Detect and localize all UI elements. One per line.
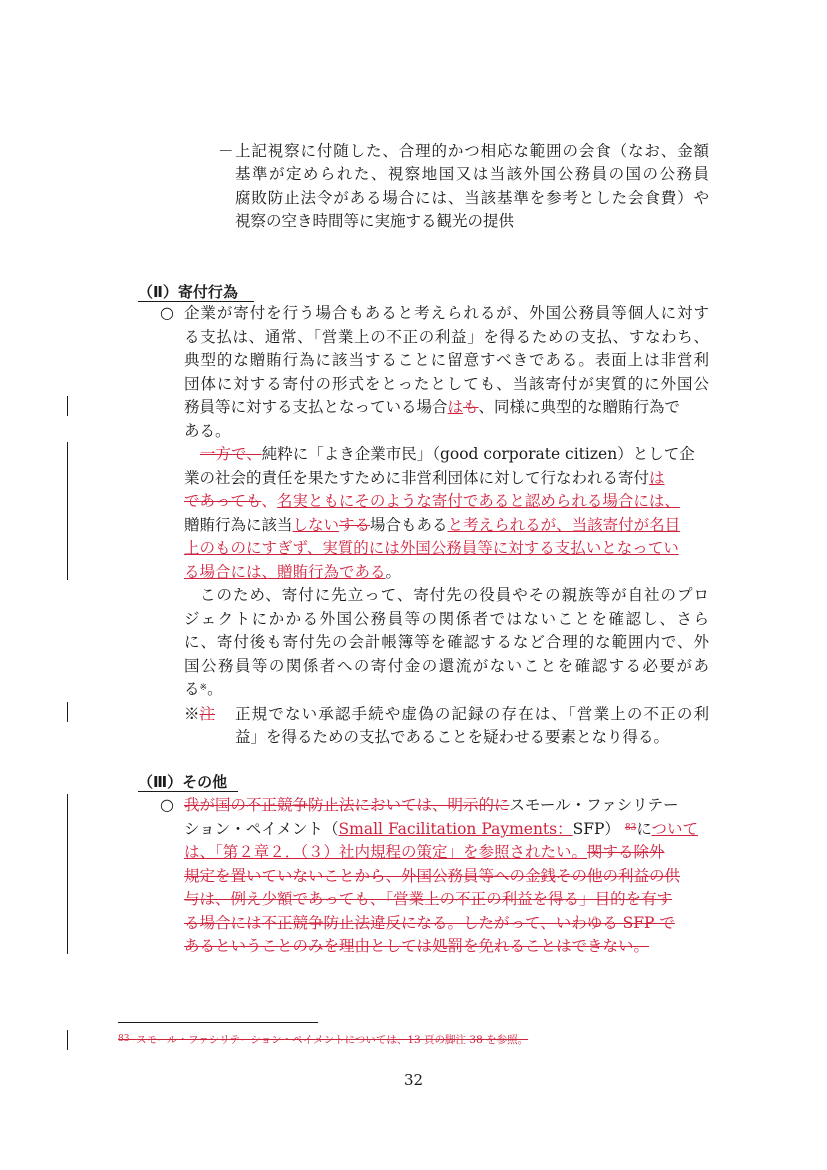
text-run: に [636,820,652,838]
paragraph-line [184,795,678,815]
footnote [118,1033,528,1047]
deleted-text: 注 [199,705,216,723]
deleted-text: 与は、例え少額であっても、「営業上の不正の利益を得る」目的を有す [184,890,673,908]
change-bar [67,442,68,580]
deleted-text: 我が国の不正競争防止法においては、明示的に [184,796,510,814]
paragraph-line [184,397,680,417]
text-run: る [184,680,200,698]
inserted-text: 上のものにすぎず、実質的には外国公務員等に対する支払いとなってい [184,539,679,557]
heading-underline [138,791,238,792]
inserted-text: は [447,398,464,416]
paragraph-line: 国公務員等の関係者への寄付金の還流がないことを確認する必要があ [184,657,709,675]
text-run: 贈賄行為に該当 [184,516,293,534]
paragraph-line [184,468,665,488]
paragraph-line: ある。 [184,422,231,440]
deleted-text: 一方で、 [200,445,262,463]
footnote-text: スモール・ファシリテーション・ペイメントについては、13 頁の脚注 38 を参照。 [136,1034,529,1046]
bullet-circle: ○ [160,795,174,814]
paragraph-line [200,444,695,464]
paragraph-line: に、寄付後も寄付先の会計帳簿等を確認するなど合理的な範囲内で、外 [184,633,709,651]
top-item-line: 基準が定められた、視察地国又は当該外国公務員の国の公務員 [235,165,709,183]
inserted-text: は [649,469,665,487]
paragraph-line [184,819,698,839]
deleted-text: する [339,516,371,534]
paragraph-line: 団体に対する寄付の形式をとったとしても、当該寄付が実質的に外国公 [184,375,709,393]
paragraph-line: る支払は、通常、「営業上の不正の利益」を得るための支払、すなわち、 [184,328,709,346]
note-marker [184,704,215,724]
text-run: SFP） [572,820,620,838]
text-run: スモール・ファシリテー [509,796,679,814]
text-run: 純粋に「よき企業市民」（good corporate citizen）として企 [261,445,695,463]
page-number: 32 [403,1071,424,1089]
note-line: 正規でない承認手続や虚偽の記録の存在は、「営業上の不正の利 [235,705,709,723]
paragraph-line: 企業が寄付を行う場合もあると考えられるが、外国公務員等個人に対す [184,304,709,322]
deleted-text: る場合には不正競争防止法違反になる。したがって、いわゆる SFP で [184,914,675,932]
deleted-text: 規定を置いていないことから、外国公務員等への金銭その他の利益の供 [184,867,681,885]
top-item-line: 上記視察に付随した、合理的かつ相応な範囲の会食（なお、金額 [235,142,709,160]
paragraph-line [184,538,679,558]
paragraph-line: 典型的な贈賄行為に該当することに留意すべきである。表面上は非営利 [184,351,709,369]
top-item-line: 視察の空き時間等に実施する観光の提供 [235,212,515,230]
note-reference: ※ [199,683,208,693]
inserted-text: と考えられるが、当該寄付が名目 [447,516,681,534]
text-run: 、同様に典型的な贈賄行為で [478,398,681,416]
deleted-footnote-ref: 83 [624,823,637,833]
paragraph-line [184,491,680,511]
paragraph-line [184,515,680,535]
text-run: ション・ペイメント（ [184,820,339,838]
top-item-line: 腐敗防止法令がある場合には、当該基準を参考とした会食費）や [235,189,709,207]
paragraph-line [184,866,680,886]
deleted-text: あるということのみを理由としては処罰を免れることはできない。 [184,937,650,955]
text-run: 。 [385,563,402,581]
change-bar [67,794,68,954]
deleted-text: 関する除外 [587,843,665,861]
change-bar [67,396,68,416]
paragraph-line [184,913,675,933]
paragraph-line: ジェクトにかかる外国公務員等の関係者ではないことを確認し、さら [184,610,709,628]
footnote-number: 83 [118,1034,130,1044]
top-item-dash: － [218,142,234,160]
change-bar [67,702,68,722]
deleted-text: であっても [184,492,262,510]
text-run: 務員等に対する支払となっている場合 [184,398,448,416]
paragraph-line [184,936,649,956]
inserted-text: る場合には、贈賄行為である [184,563,386,581]
section-heading-donations: （Ⅱ）寄付行為 [138,283,238,301]
text-run: ※ [184,705,200,723]
text-run: 、 [261,492,277,510]
paragraph-line [184,842,665,862]
paragraph-line [184,562,401,582]
paragraph-line [184,679,223,699]
text-run: 。 [207,680,223,698]
section-heading-other: （Ⅲ）その他 [138,773,228,791]
heading-underline [138,301,254,302]
text-run: 業の社会的責任を果たすために非営利団体に対して行なわれる寄付 [184,469,650,487]
text-run: 場合もある [370,516,448,534]
inserted-text: 名実ともにそのような寄付であると認められる場合には、 [276,492,680,510]
paragraph-line: このため、寄付に先立って、寄付先の役員やその親族等が自社のプロ [200,586,709,604]
footnote-separator [118,1022,318,1023]
deleted-text: も [463,398,479,416]
note-line: 益」を得るための支払であることを疑わせる要素となり得る。 [235,728,670,746]
inserted-text: しない [292,516,340,534]
bullet-circle: ○ [160,303,174,322]
inserted-text: ついて [651,820,699,838]
inserted-text: Small Facilitation Payments： [338,820,573,838]
change-bar [67,1030,68,1050]
inserted-text: は、「第２章２．（３）社内規程の策定」を参照されたい。 [184,843,588,861]
paragraph-line [184,889,672,909]
